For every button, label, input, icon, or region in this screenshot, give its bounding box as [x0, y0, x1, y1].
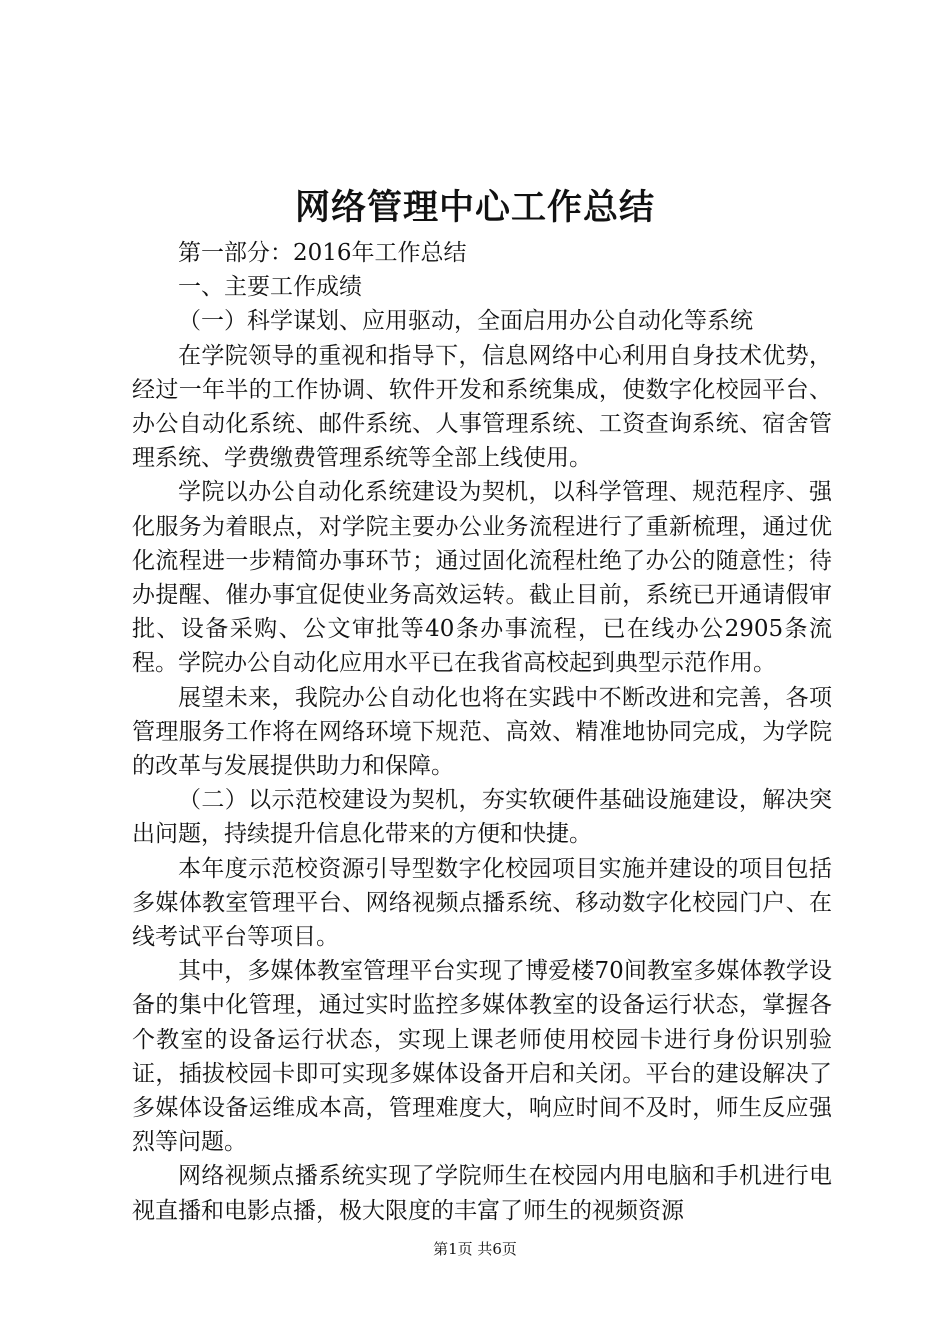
body-paragraph: 展望未来，我院办公自动化也将在实践中不断改进和完善，各项管理服务工作将在网络环境下规范、高效、精准地协同完成，为学院的改革与发展提供助力和保障。 — [132, 684, 832, 780]
body-paragraph: 其中，多媒体教室管理平台实现了博爱楼70间教室多媒体教学设备的集中化管理，通过实时监控多媒体教室的设备运行状态，掌握各个教室的设备运行状态，实现上课老师使用校园卡进行身份识别验证，插拔校园卡即可实现多媒体设备开启和关闭。平台的建设解决了多媒体设备运维成本高，管理难度大，响应时间不及时，师生反应强烈等问题。 — [132, 958, 832, 1156]
page-number-footer: 第1页 共6页 — [433, 1240, 517, 1258]
document-title: 网络管理中心工作总结 — [294, 188, 655, 228]
subsection-heading-one: （一）科学谋划、应用驱动，全面启用办公自动化等系统 — [178, 308, 753, 335]
section-heading-achievements: 一、主要工作成绩 — [178, 274, 362, 301]
body-paragraph: 在学院领导的重视和指导下，信息网络中心利用自身技术优势，经过一年半的工作协调、软件开发和系统集成，使数字化校园平台、办公自动化系统、邮件系统、人事管理系统、工资查询系统、宿舍管理系统、学费缴费管理系统等全部上线使用。 — [132, 342, 832, 472]
body-paragraph: 学院以办公自动化系统建设为契机，以科学管理、规范程序、强化服务为着眼点，对学院主要办公业务流程进行了重新梳理，通过优化流程进一步精简办事环节；通过固化流程杜绝了办公的随意性；待办提醒、催办事宜促使业务高效运转。截止目前，系统已开通请假审批、设备采购、公文审批等40条办事流程，已在线办公2905条流程。学院办公自动化应用水平已在我省高校起到典型示范作用。 — [132, 479, 832, 677]
body-paragraph: 本年度示范校资源引导型数字化校园项目实施并建设的项目包括多媒体教室管理平台、网络视频点播系统、移动数字化校园门户、在线考试平台等项目。 — [132, 855, 832, 951]
document-body — [132, 236, 832, 1228]
section-heading-part-one: 第一部分：2016年工作总结 — [178, 240, 467, 266]
body-paragraph: 网络视频点播系统实现了学院师生在校园内用电脑和手机进行电视直播和电影点播，极大限度的丰富了师生的视频资源 — [132, 1163, 832, 1224]
subsection-heading-two: （二）以示范校建设为契机，夯实软硬件基础设施建设，解决突出问题，持续提升信息化带来的方便和快捷。 — [132, 787, 832, 848]
